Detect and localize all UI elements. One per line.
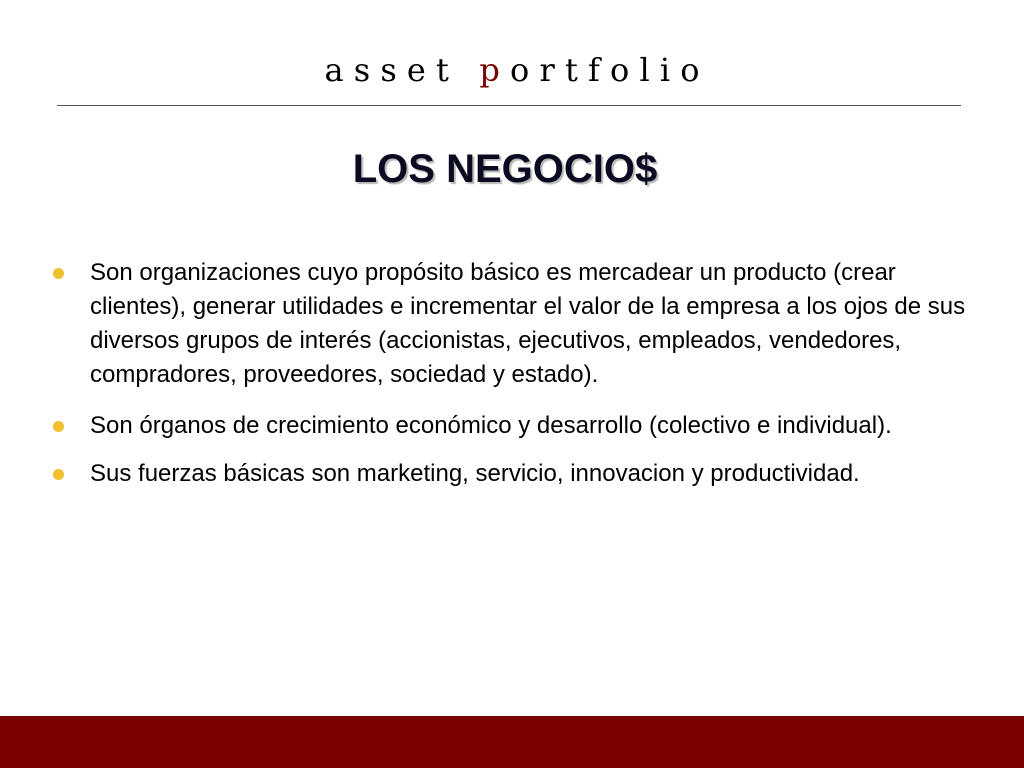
brand-text-part2: o r t f o l i o [499,51,700,89]
bullet-text: Son órganos de crecimiento económico y desarrollo (colectivo e individual). [90,412,892,439]
brand-wordmark [0,50,1024,90]
bullet-text: Sus fuerzas básicas son marketing, servicio, innovacion y productividad. [90,460,860,487]
bullet-list [53,256,971,494]
bullet-item [53,406,971,446]
slide-title: LOS NEGOCIO$ [352,147,658,191]
footer-band [0,716,1024,768]
brand-text-part1: a s s e t [324,51,480,89]
bullet-dot-icon [53,469,64,480]
bullet-item [53,256,971,392]
bullet-text: Son organizaciones cuyo propósito básico es mercadear un producto (crear clientes), generar utilidades e incrementar el valor de la empresa a los ojos de sus diversos grupos de interés (accionistas, ejecutivos, empleados, vendedores, compradores, proveedores, sociedad y estado). [90,259,966,388]
header-divider [57,105,961,106]
brand-accent-letter: p [479,51,500,89]
bullet-item [53,454,971,494]
bullet-dot-icon [53,268,64,279]
bullet-dot-icon [53,421,64,432]
